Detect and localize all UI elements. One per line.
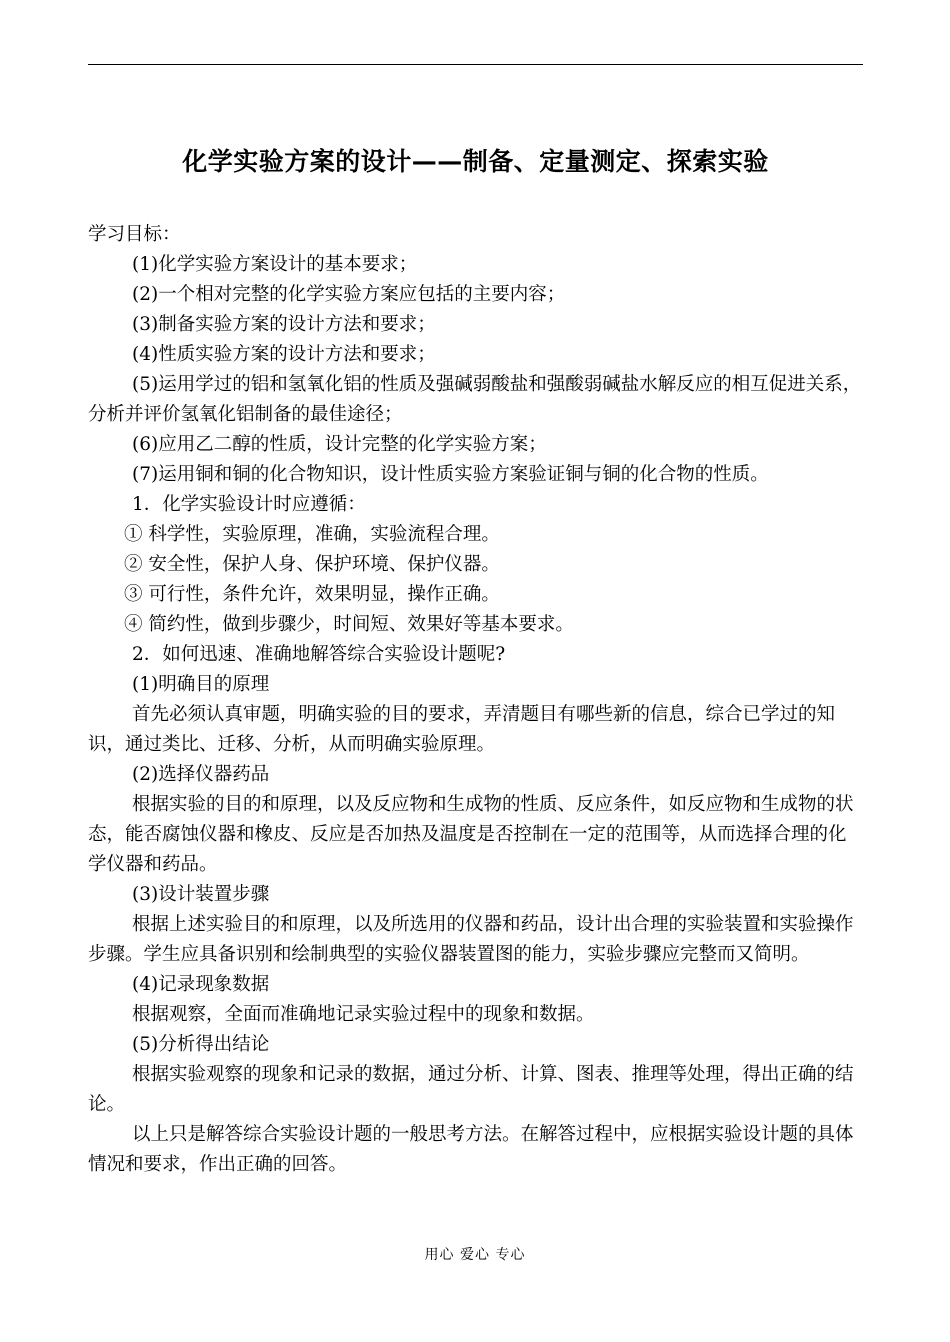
- closing-paragraph: 以上只是解答综合实验设计题的一般思考方法。在解答过程中，应根据实验设计题的具体情况和要求，作出正确的回答。: [88, 1124, 854, 1175]
- page-footer: 用心 爱心 专心: [424, 1247, 526, 1263]
- objective-5: (5)运用学过的铝和氢氧化铝的性质及强碱弱酸盐和强酸弱碱盐水解反应的相互促进关系，分析并评价氢氧化铝制备的最佳途径；: [88, 374, 862, 425]
- section-heading: 学习目标：: [88, 224, 181, 245]
- step-5-body: 根据实验观察的现象和记录的数据，通过分析、计算、图表、推理等处理，得出正确的结论。: [88, 1064, 854, 1115]
- objective-7: (7)运用铜和铜的化合物知识，设计性质实验方案验证铜与铜的化合物的性质。: [132, 464, 769, 485]
- objective-4: (4)性质实验方案的设计方法和要求；: [132, 344, 436, 365]
- objective-3: (3)制备实验方案的设计方法和要求；: [132, 314, 436, 335]
- objective-1: (1)化学实验方案设计的基本要求；: [132, 254, 418, 275]
- objective-6: (6)应用乙二醇的性质，设计完整的化学实验方案；: [132, 434, 547, 455]
- step-2-title: (2)选择仪器药品: [132, 764, 270, 785]
- principle-3: ③ 可行性，条件允许，效果明显，操作正确。: [124, 584, 500, 605]
- step-3-title: (3)设计装置步骤: [132, 884, 270, 905]
- objective-2: (2)一个相对完整的化学实验方案应包括的主要内容；: [132, 284, 566, 305]
- point1-heading: 1．化学实验设计时应遵循：: [132, 494, 366, 515]
- step-5-title: (5)分析得出结论: [132, 1034, 270, 1055]
- step-4-body: 根据观察，全面而准确地记录实验过程中的现象和数据。: [132, 1004, 595, 1025]
- step-1-title: (1)明确目的原理: [132, 674, 270, 695]
- header-rule: [88, 64, 863, 65]
- principle-1: ① 科学性，实验原理，准确，实验流程合理。: [124, 524, 500, 545]
- step-1-body: 首先必须认真审题，明确实验的目的要求，弄清题目有哪些新的信息，综合已学过的知识，通过类比、迁移、分析，从而明确实验原理。: [88, 704, 836, 755]
- page-title: 化学实验方案的设计——制备、定量测定、探索实验: [182, 147, 769, 176]
- step-2-body: 根据实验的目的和原理，以及反应物和生成物的性质、反应条件，如反应物和生成物的状态，能否腐蚀仪器和橡皮、反应是否加热及温度是否控制在一定的范围等，从而选择合理的化学仪器和药品。: [88, 794, 854, 875]
- principle-4: ④ 简约性，做到步骤少，时间短、效果好等基本要求。: [124, 614, 574, 635]
- point2-heading: 2．如何迅速、准确地解答综合实验设计题呢?: [132, 644, 506, 665]
- step-3-body: 根据上述实验目的和原理，以及所选用的仪器和药品，设计出合理的实验装置和实验操作步骤。学生应具备识别和绘制典型的实验仪器装置图的能力，实验步骤应完整而又简明。: [88, 914, 854, 965]
- step-4-title: (4)记录现象数据: [132, 974, 270, 995]
- principle-2: ② 安全性，保护人身、保护环境、保护仪器。: [124, 554, 500, 575]
- document-body: [88, 220, 863, 1180]
